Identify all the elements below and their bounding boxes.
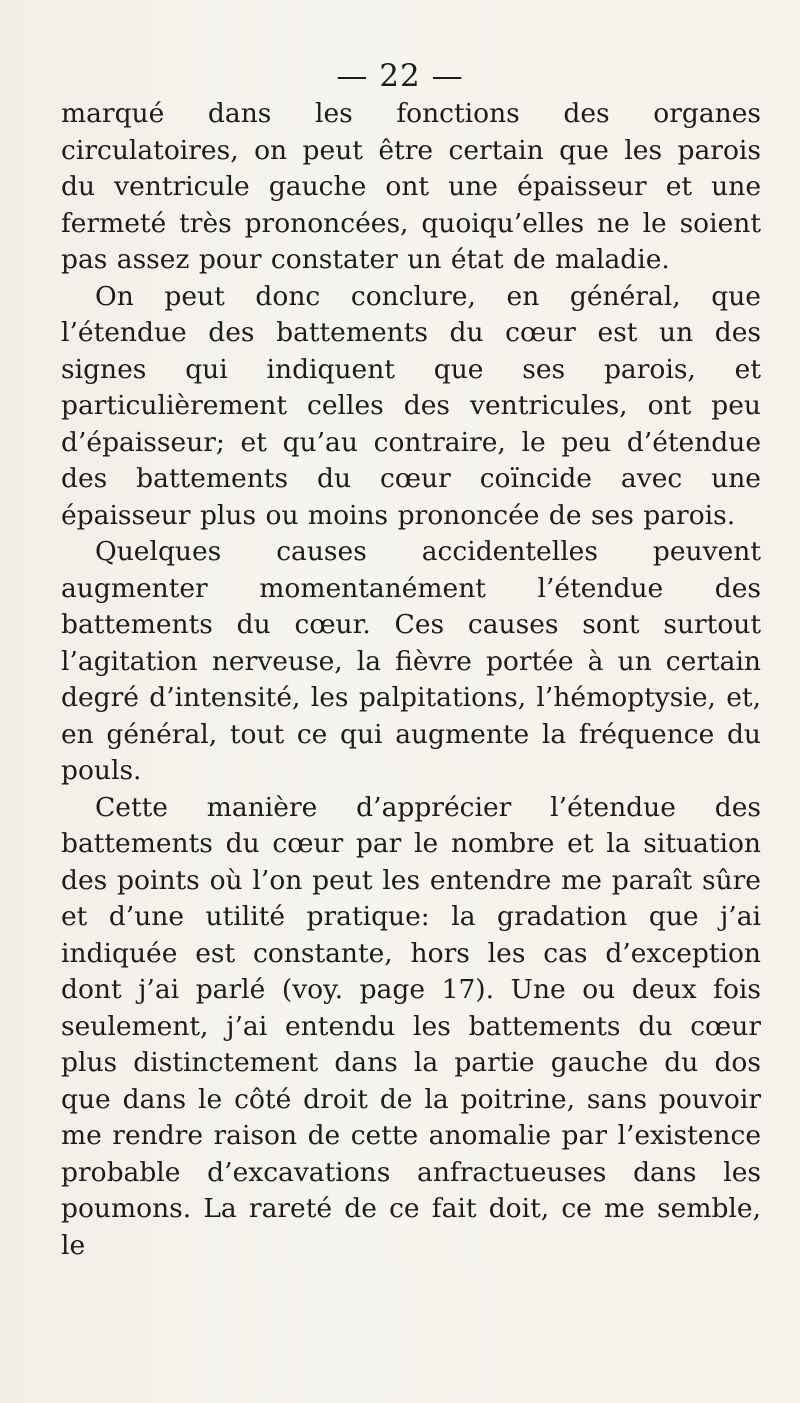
page-number: — 22 — xyxy=(336,58,464,94)
paragraph-4: Cette manière d’apprécier l’étendue des battements du cœur par le nombre et la situation des points où l’on peut les entendre me paraît sûre et d’une utilité pratique: la gradation que j’ai indiquée est constante, hors les cas d’exception dont j’ai parlé (voy. page 17). Une ou deux fois seulement, j’ai entendu les battements du cœur plus distinctement dans la partie gauche du dos que dans le côté droit de la poitrine, sans pouvoir me rendre raison de cette anomalie par l’existence probable d’excavations anfractueuses dans les poumons. La rareté de ce fait doit, ce me semble, le xyxy=(61,791,761,1261)
paragraph-2: On peut donc conclure, en général, que l’étendue des battements du cœur est un des signes qui indiquent que ses parois, et particulièrement celles des ventricules, ont peu d’épaisseur; et qu’au contraire, le peu d’étendue des battements du cœur coïncide avec une épaisseur plus ou moins prononcée de ses parois. xyxy=(61,280,761,531)
paragraph-1: marqué dans les fonctions des organes circulatoires, on peut être certain que les parois du ventricule gauche ont une épaisseur et une fermeté très prononcées, quoiqu’elles ne le soient pas assez pour constater un état de maladie. xyxy=(61,98,761,275)
paragraph-3: Quelques causes accidentelles peuvent augmenter momentanément l’étendue des battements du cœur. Ces causes sont surtout l’agitation nerveuse, la fièvre portée à un certain degré d’intensité, les palpitations, l’hémoptysie, et, en général, tout ce qui augmente la fréquence du pouls. xyxy=(61,536,761,786)
body-text xyxy=(61,96,761,1264)
